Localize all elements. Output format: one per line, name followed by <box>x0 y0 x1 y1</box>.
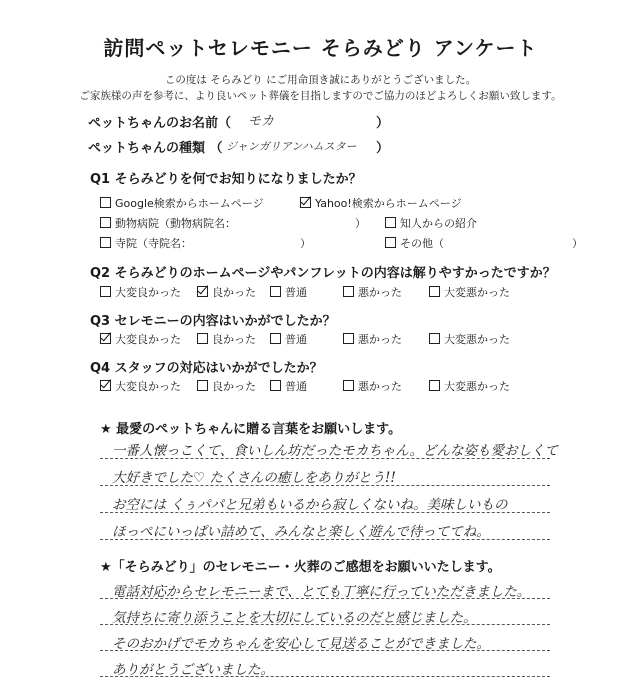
q3-option-bad[interactable]: 悪かった <box>343 331 402 347</box>
checkbox-checked[interactable] <box>197 286 208 297</box>
pet-type-value[interactable]: ジャンガリアンハムスター <box>226 140 357 153</box>
checkbox[interactable] <box>429 286 440 297</box>
checkbox[interactable] <box>343 380 354 391</box>
q1-option-google[interactable]: Google検索からホームページ <box>100 195 264 211</box>
checkbox[interactable] <box>429 333 440 344</box>
q2-option-good[interactable]: 良かった <box>197 284 256 300</box>
checkbox-checked[interactable] <box>100 333 111 344</box>
pet-name-label: ペットちゃんのお名前（ <box>88 116 232 131</box>
checkbox-checked[interactable] <box>100 380 111 391</box>
q1-option-friend[interactable]: 知人からの紹介 <box>385 215 477 231</box>
q4-question: Q4 スタッフの対応はいかがでしたか？ <box>90 361 323 376</box>
impression-line-2[interactable]: 気持ちに寄り添うことを大切にしているのだと感じました。 <box>112 610 477 626</box>
pet-name-value[interactable]: モカ <box>248 114 275 129</box>
checkbox-checked[interactable] <box>300 197 311 208</box>
q4-option-very-bad[interactable]: 大変悪かった <box>429 378 510 394</box>
q2-option-very-good[interactable]: 大変良かった <box>100 284 181 300</box>
q1-option-vet-close: ） <box>355 217 366 230</box>
impression-line-1[interactable]: 電話対応からセレモニーまで、とても丁寧に行っていただきました。 <box>112 584 531 600</box>
checkbox[interactable] <box>197 380 208 391</box>
checkbox[interactable] <box>270 333 281 344</box>
checkbox[interactable] <box>100 286 111 297</box>
q1-question: Q1 そらみどりを何でお知りになりましたか？ <box>90 172 362 187</box>
pet-name-close: ） <box>376 116 390 131</box>
impression-line-4[interactable]: ありがとうございました。 <box>112 662 274 678</box>
intro-line-1: この度は そらみどり にご用命頂き誠にありがとうございました。 <box>164 74 477 86</box>
checkbox[interactable] <box>385 217 396 228</box>
impression-line-3[interactable]: そのおかげでモカちゃんを安心して見送ることができました。 <box>112 636 490 652</box>
survey-title: 訪問ペットセレモニー そらみどり アンケート <box>103 36 538 60</box>
checkbox[interactable] <box>429 380 440 391</box>
checkbox[interactable] <box>197 333 208 344</box>
q3-question: Q3 セレモニーの内容はいかがでしたか？ <box>90 314 336 329</box>
q1-option-vet[interactable]: 動物病院（動物病院名： <box>100 215 236 231</box>
q4-option-bad[interactable]: 悪かった <box>343 378 402 394</box>
q1-option-yahoo[interactable]: Yahoo!検索からホームページ <box>300 195 462 211</box>
message-line-3[interactable]: お空には くぅパパと兄弟もいるから寂しくないね。美味しいもの <box>112 497 508 513</box>
checkbox[interactable] <box>100 197 111 208</box>
impression-heading: ★「そらみどり」のセレモニー・火葬のご感想をお願いいたします。 <box>100 560 501 575</box>
message-line-2[interactable]: 大好きでした♡ たくさんの癒しをありがとう!! <box>112 470 396 486</box>
q3-option-very-bad[interactable]: 大変悪かった <box>429 331 510 347</box>
q1-option-other[interactable]: その他（ <box>385 235 444 251</box>
q4-option-normal[interactable]: 普通 <box>270 378 307 394</box>
checkbox[interactable] <box>343 286 354 297</box>
pet-type-label: ペットちゃんの種類 （ <box>88 141 223 156</box>
q1-option-temple-close: ） <box>300 237 311 250</box>
q1-option-temple[interactable]: 寺院（寺院名： <box>100 235 192 251</box>
q4-option-very-good[interactable]: 大変良かった <box>100 378 181 394</box>
q2-option-normal[interactable]: 普通 <box>270 284 307 300</box>
checkbox[interactable] <box>270 286 281 297</box>
message-line-4[interactable]: ほっぺにいっぱい詰めて、みんなと楽しく遊んで待っててね。 <box>112 524 490 540</box>
q3-option-normal[interactable]: 普通 <box>270 331 307 347</box>
checkbox[interactable] <box>385 237 396 248</box>
q1-option-other-close: ） <box>572 237 583 250</box>
message-line-1[interactable]: 一番人懐っこくて、食いしん坊だったモカちゃん。どんな姿も愛おしくて <box>112 443 559 459</box>
checkbox[interactable] <box>270 380 281 391</box>
pet-type-close: ） <box>376 141 390 156</box>
q3-option-good[interactable]: 良かった <box>197 331 256 347</box>
q2-question: Q2 そらみどりのホームページやパンフレットの内容は解りやすかったですか？ <box>90 266 556 281</box>
message-heading: ★ 最愛のペットちゃんに贈る言葉をお願いします。 <box>100 422 402 437</box>
checkbox[interactable] <box>100 217 111 228</box>
intro-line-2: ご家族様の声を参考に、より良いペット葬儀を目指しますのでご協力のほどよろしくお願い致します。 <box>79 90 562 102</box>
checkbox[interactable] <box>343 333 354 344</box>
q2-option-very-bad[interactable]: 大変悪かった <box>429 284 510 300</box>
q4-option-good[interactable]: 良かった <box>197 378 256 394</box>
checkbox[interactable] <box>100 237 111 248</box>
q3-option-very-good[interactable]: 大変良かった <box>100 331 181 347</box>
q2-option-bad[interactable]: 悪かった <box>343 284 402 300</box>
